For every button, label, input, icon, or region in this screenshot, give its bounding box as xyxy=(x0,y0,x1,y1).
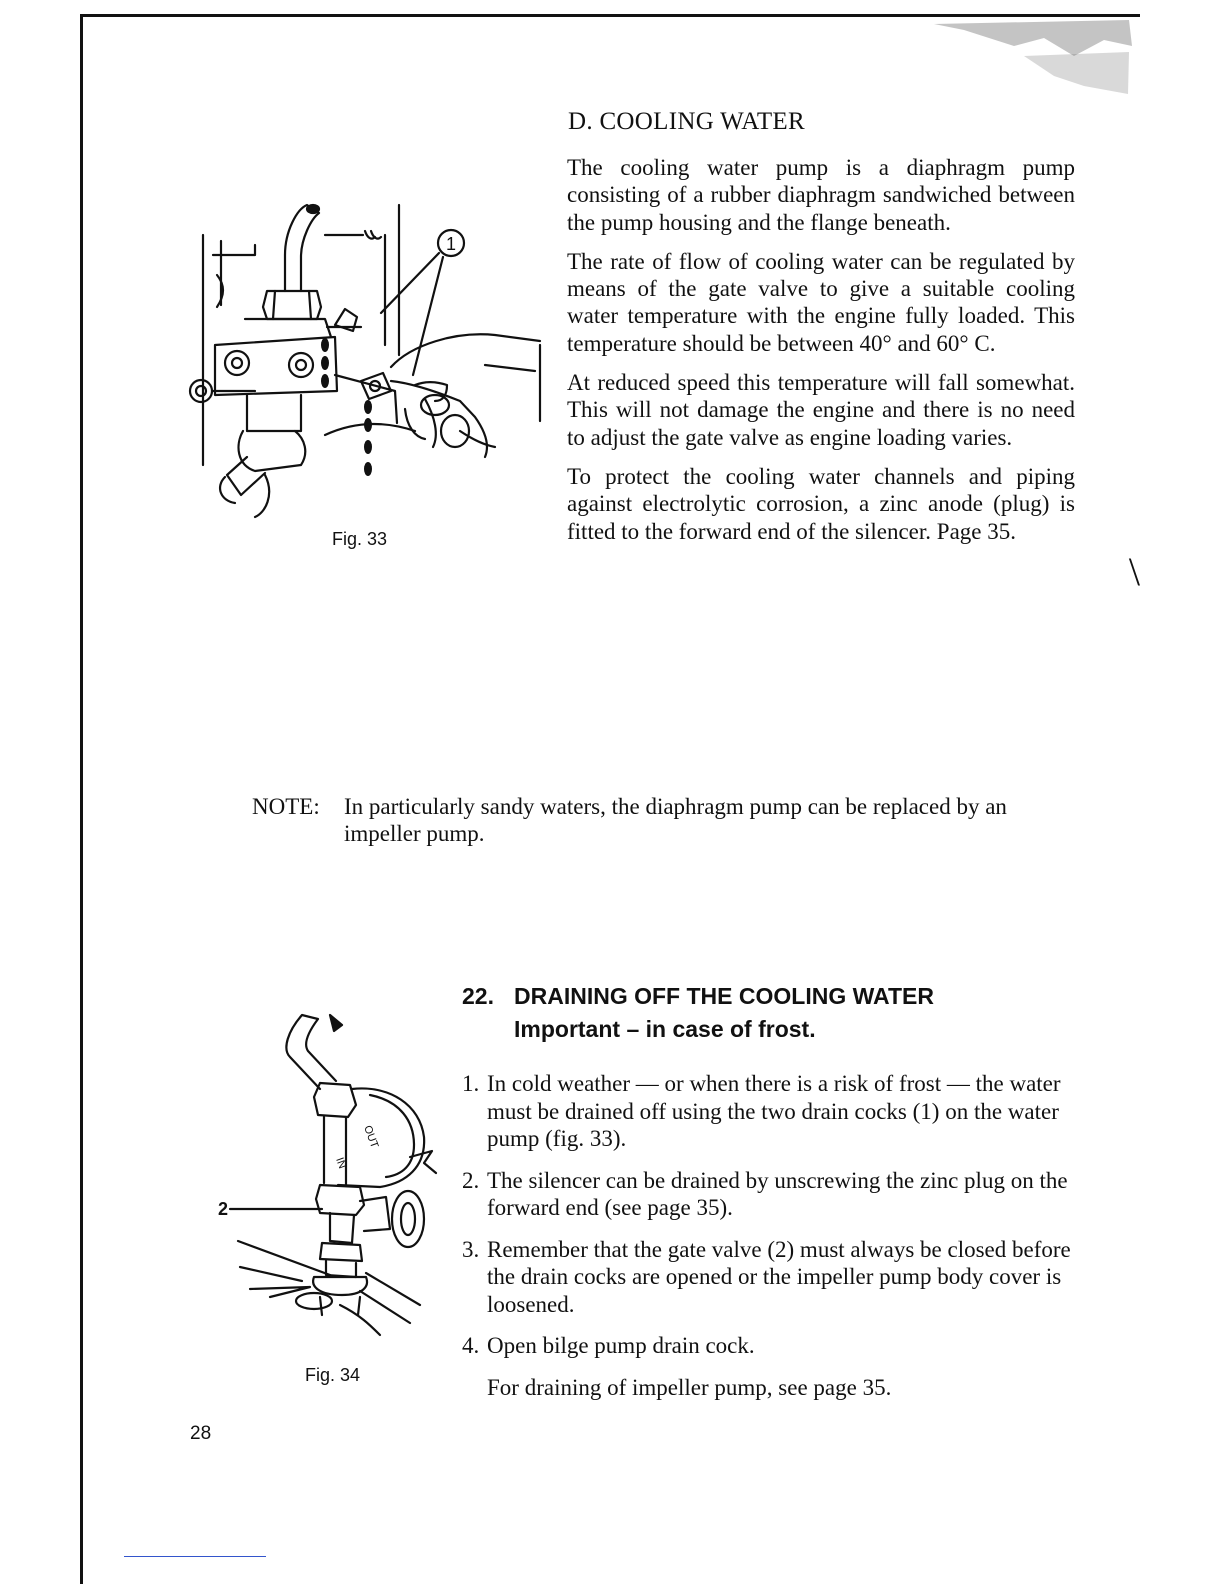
fig33-water-pump-illustration xyxy=(185,195,545,530)
section-d-paragraph: The rate of flow of cooling water can be regulated by means of the gate valve to give a suitable cooling water temperature with the engine fully loaded. This temperature should be between 40° and 60° C. xyxy=(567,248,1075,356)
note-text: In particularly sandy waters, the diaphragm pump can be replaced by an impeller pump. xyxy=(344,794,1007,846)
section-d-paragraph: To protect the cooling water channels and piping against electrolytic corrosion, a zinc anode (plug) is fitted to the forward end of the silencer. Page 35. xyxy=(567,463,1075,544)
note-block xyxy=(252,793,1022,847)
section-22-subtitle: Important – in case of frost. xyxy=(514,1016,816,1042)
step-text: Remember that the gate valve (2) must always be closed before the drain cocks are opened or the impeller pump body cover is loosened. xyxy=(487,1236,1071,1317)
step-text: Open bilge pump drain cock. xyxy=(487,1333,755,1358)
section-22-steps xyxy=(462,1070,1074,1401)
section-d-heading: D. COOLING WATER xyxy=(568,108,805,135)
fig33-callout-1: 1 xyxy=(445,234,457,254)
step-text: The silencer can be drained by unscrewing the zinc plug on the forward end (see page 35). xyxy=(487,1167,1068,1220)
section-22-title: DRAINING OFF THE COOLING WATER xyxy=(514,983,934,1009)
footer-rule xyxy=(124,1556,266,1557)
step-number: 4. xyxy=(462,1333,480,1358)
list-item xyxy=(462,1167,1074,1222)
edge-mark: \ xyxy=(1128,549,1140,594)
scan-artifact-smudge xyxy=(904,16,1134,96)
page-border-left xyxy=(80,14,83,1584)
note-label: NOTE: xyxy=(252,794,320,819)
section-22-heading xyxy=(462,980,934,1046)
step-number: 1. xyxy=(462,1071,480,1096)
section-d-paragraph: The cooling water pump is a diaphragm pump consisting of a rubber diaphragm sandwiched between the pump housing and the flange beneath. xyxy=(567,155,1075,235)
list-item xyxy=(462,1236,1074,1319)
fig34-label-out: OUT xyxy=(361,1123,381,1150)
step-number: 3. xyxy=(462,1236,480,1262)
page-number: 28 xyxy=(190,1423,212,1444)
step-number: 2. xyxy=(462,1167,480,1193)
fig34-callout-2: 2 xyxy=(218,1199,229,1219)
step-text: In cold weather — or when there is a risk of frost — the water must be drained off using the two drain cocks (1) on the water pump (fig. 33). xyxy=(487,1071,1061,1151)
section-d-paragraph: At reduced speed this temperature will fall somewhat. This will not damage the engine and there is no need to adjust the gate valve as engine loading varies. xyxy=(567,370,1075,450)
section-d-body xyxy=(567,154,1075,557)
fig34-impeller-pump-illustration xyxy=(210,1005,450,1350)
list-item xyxy=(462,1070,1074,1153)
section-22-footer: For draining of impeller pump, see page 35. xyxy=(487,1374,892,1400)
fig34-caption: Fig. 34 xyxy=(305,1365,361,1385)
fig34-label-in: IN xyxy=(333,1155,349,1171)
list-item xyxy=(462,1332,1074,1360)
section-22-number: 22. xyxy=(462,983,494,1009)
fig33-caption: Fig. 33 xyxy=(332,529,388,549)
